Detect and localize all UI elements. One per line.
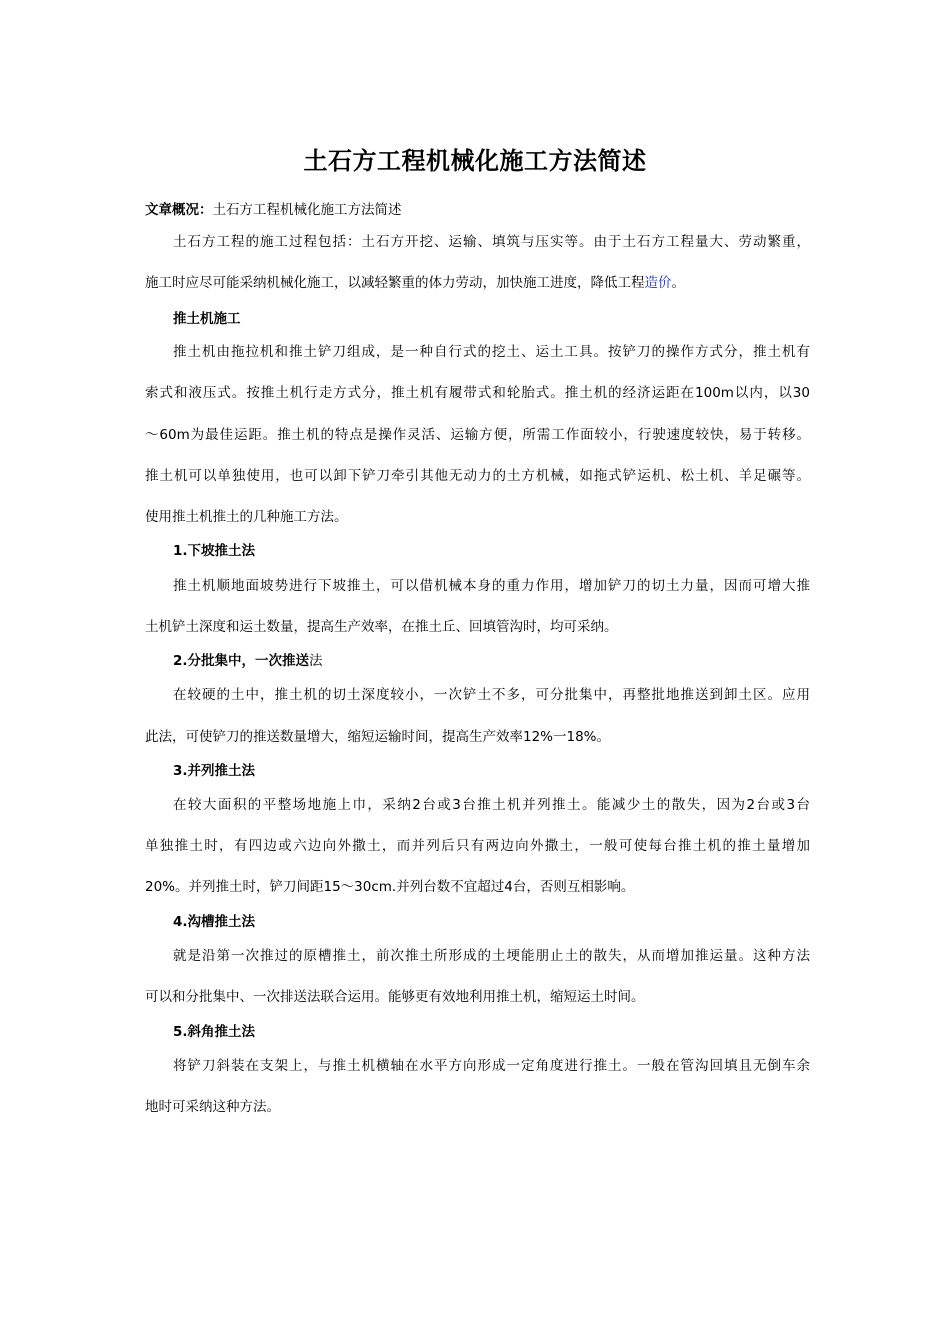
method-heading-2-tail: 法 <box>309 653 323 669</box>
cost-link[interactable]: 造价 <box>644 275 672 291</box>
method-heading-3: 3.并列推土法 <box>173 763 256 779</box>
paragraph-line: 20%。并列推土时，铲刀间距15～30cm.并列台数不宜超过4台，否则互相影响。 <box>145 879 635 895</box>
method-heading-2 <box>173 651 810 671</box>
page-title: 土石方工程机械化施工方法简述 <box>303 146 647 175</box>
paragraph-line: 推土机顺地面坡势进行下坡推土，可以借机械本身的重力作用，增加铲刀的切土力量，因而可增大推 <box>173 578 810 594</box>
section-heading-bulldozer: 推土机施工 <box>173 311 241 327</box>
intro-line-2-text: 施工时应尽可能采纳机械化施工，以减轻繁重的体力劳动，加快施工进度，降低工程 <box>145 275 645 291</box>
method-heading-1: 1.下坡推土法 <box>173 543 256 559</box>
paragraph-line: 就是沿第一次推过的原槽推土，前次推土所形成的土埂能朋止土的散失，从而增加推运量。这种方法 <box>173 948 810 964</box>
paragraph-line: 推土机可以单独使用，也可以卸下铲刀牵引其他无动力的土方机械，如拖式铲运机、松土机、羊足碾等。 <box>145 468 810 484</box>
paragraph-line: 地时可采纳这种方法。 <box>145 1099 280 1115</box>
paragraph-line: 土机铲土深度和运土数量，提高生产效率，在推土丘、回填管沟时，均可采纳。 <box>145 619 618 635</box>
method-heading-5: 5.斜角推土法 <box>173 1024 256 1040</box>
paragraph-line: 索式和液压式。按推土机行走方式分，推土机有履带式和轮胎式。推土机的经济运距在100m以内，以30 <box>145 385 810 401</box>
intro-line-2 <box>145 273 810 293</box>
summary-text: 土石方工程机械化施工方法简述 <box>212 202 402 218</box>
paragraph-line: 推土机由拖拉机和推土铲刀组成，是一种自行式的挖土、运土工具。按铲刀的操作方式分，推土机有 <box>173 344 810 360</box>
intro-line-2-end: 。 <box>671 275 685 291</box>
paragraph-line: 在较大面积的平整场地施上巾，采纳2台或3台推土机并列推土。能减少土的散失，因为2台或3台 <box>173 797 810 813</box>
paragraph-line: 使用推土机推土的几种施工方法。 <box>145 509 348 525</box>
method-heading-2-bold: 2.分批集中，一次推送 <box>173 653 310 669</box>
paragraph-line: 单独推土时，有四边或六边向外撒土，而并列后只有两边向外撒土，一般可使每台推土机的推土量增加 <box>145 838 810 854</box>
method-heading-4: 4.沟槽推土法 <box>173 914 256 930</box>
paragraph-line: 可以和分批集中、一次排送法联合运用。能够更有效地利用推土机，缩短运土时间。 <box>145 989 645 1005</box>
intro-line-1: 土石方工程的施工过程包括：土石方开挖、运输、填筑与压实等。由于土石方工程量大、劳动繁重， <box>173 234 810 250</box>
summary-line <box>145 200 810 220</box>
paragraph-line: 将铲刀斜装在支架上，与推土机横轴在水平方向形成一定角度进行推土。一般在管沟回填且无倒车余 <box>173 1058 810 1074</box>
summary-label: 文章概况： <box>145 202 213 218</box>
paragraph-line: 在较硬的土中，推土机的切土深度较小，一次铲土不多，可分批集中，再整批地推送到卸土区。应用 <box>173 687 810 703</box>
paragraph-line: 此法，可使铲刀的推送数量增大，缩短运输时间，提高生产效率12%一18%。 <box>145 729 611 745</box>
paragraph-line: ～60m为最佳运距。推土机的特点是操作灵活、运输方便，所需工作面较小，行驶速度较快，易于转移。 <box>145 427 810 443</box>
